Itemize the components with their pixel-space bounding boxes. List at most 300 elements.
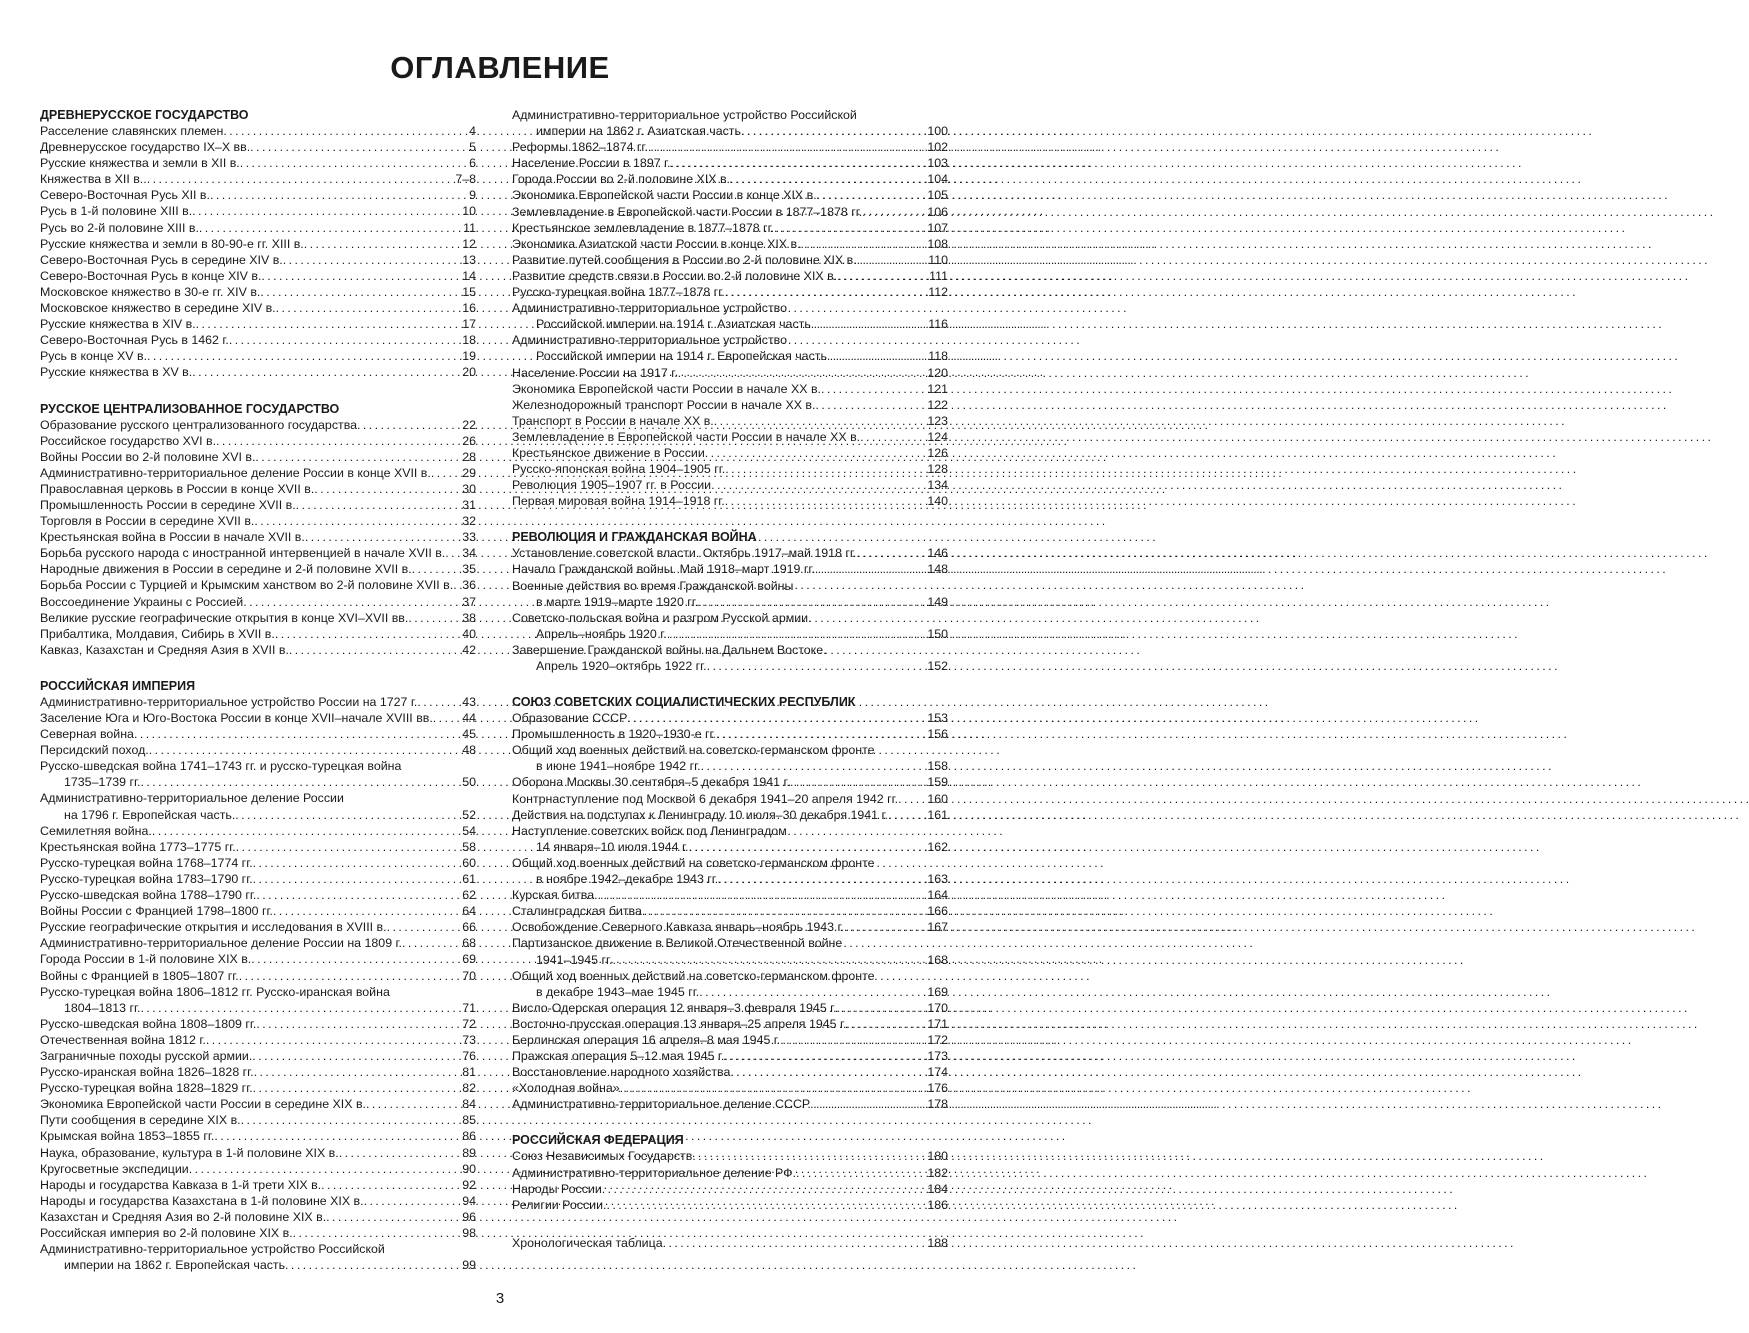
dot-leader <box>718 871 925 887</box>
toc-entry[interactable] <box>40 513 476 529</box>
toc-entry[interactable] <box>512 332 948 364</box>
toc-page-number: 50 <box>462 775 476 790</box>
toc-entry-line <box>512 220 948 236</box>
toc-entry[interactable] <box>40 449 476 465</box>
dot-leader <box>707 658 926 674</box>
toc-entry[interactable] <box>40 1209 476 1225</box>
toc-entry-text: Общий ход военных действий на советско-германском фронте <box>512 968 875 983</box>
toc-entry-text: Сталинградская битва <box>512 904 642 919</box>
toc-entry[interactable] <box>512 493 948 509</box>
toc-entry[interactable] <box>512 807 948 823</box>
toc-entry-text: Народы и государства Кавказа в 1-й трети XIX в. <box>40 1177 322 1192</box>
toc-entry-text: Русско-турецкая война 1828–1829 гг. <box>40 1081 253 1096</box>
toc-entry[interactable] <box>40 1032 476 1048</box>
toc-entry[interactable] <box>512 171 948 187</box>
toc-page-number: 58 <box>462 839 476 854</box>
toc-entry-text: Расселение славянских племен <box>40 124 224 138</box>
toc-entry[interactable] <box>512 1016 948 1032</box>
toc-entry[interactable] <box>40 123 476 139</box>
toc-entry-text: Реформы 1862–1874 гг. <box>512 140 648 155</box>
toc-page-number: 20 <box>462 365 476 380</box>
toc-entry-text: Землевладение в Европейской части России в начале XX в. <box>512 429 861 444</box>
dot-leader <box>606 1197 925 1213</box>
toc-entry-text: Административно-территориальное устройство <box>512 333 787 348</box>
toc-entry[interactable] <box>512 1080 948 1096</box>
toc-entry[interactable] <box>512 1096 948 1112</box>
toc-entry[interactable] <box>40 1080 476 1096</box>
toc-entry-text: Апрель 1920–октябрь 1922 гг. <box>536 659 707 673</box>
toc-entry[interactable] <box>40 1241 476 1273</box>
toc-entry-line <box>40 710 476 726</box>
toc-entry-line <box>40 1145 476 1161</box>
toc-page-number: 54 <box>462 823 476 838</box>
dot-leader <box>254 1064 461 1080</box>
toc-entry-text: в ноябре 1942–декабре 1943 гг. <box>536 872 719 887</box>
toc-entry-text: Экономика Европейской части России в середине XIX в. <box>40 1097 366 1112</box>
toc-entry[interactable] <box>512 642 948 674</box>
toc-entry-text: Восточно-прусская операция 13 января–25 апреля 1945 г. <box>512 1016 847 1031</box>
toc-entry-line <box>512 1064 948 1080</box>
dot-leader <box>255 449 460 465</box>
toc-entry-line <box>40 887 476 903</box>
toc-entry[interactable] <box>40 1225 476 1241</box>
toc-page-number: 102 <box>927 140 948 155</box>
toc-entry[interactable] <box>40 626 476 642</box>
dot-leader <box>741 123 925 139</box>
toc-page-number: 156 <box>927 727 948 742</box>
toc-entry[interactable] <box>40 694 476 710</box>
toc-entry-line <box>40 839 476 855</box>
toc-page-number: 161 <box>927 807 948 822</box>
toc-entry[interactable] <box>512 445 948 461</box>
dot-leader <box>796 1165 925 1181</box>
toc-entry[interactable] <box>40 300 476 316</box>
dot-leader <box>612 952 925 968</box>
toc-entry-line <box>40 919 476 935</box>
toc-entry-line <box>512 187 948 203</box>
toc-entry[interactable] <box>512 726 948 742</box>
toc-page-number: 107 <box>927 220 948 235</box>
toc-entry-text: Народы России <box>512 1181 602 1196</box>
toc-page-number: 122 <box>927 397 948 412</box>
dot-leader <box>716 726 925 742</box>
toc-entry[interactable] <box>40 610 476 626</box>
toc-entry[interactable] <box>512 710 948 726</box>
toc-entry-line <box>40 1128 476 1144</box>
toc-entry[interactable] <box>40 433 476 449</box>
toc-entry[interactable] <box>512 413 948 429</box>
toc-entry[interactable] <box>512 935 948 967</box>
toc-entry[interactable] <box>512 855 948 887</box>
toc-entry[interactable] <box>40 1128 476 1144</box>
toc-entry[interactable] <box>512 268 948 284</box>
toc-entry[interactable] <box>512 252 948 268</box>
toc-entry-line <box>40 951 476 967</box>
toc-entry-text: Административно-территориальное деление России <box>40 791 344 806</box>
toc-entry[interactable] <box>512 139 948 155</box>
toc-entry[interactable] <box>512 1048 948 1064</box>
toc-entry-line <box>512 413 948 429</box>
dot-leader <box>275 626 460 642</box>
toc-entry-line <box>40 610 476 626</box>
toc-entry[interactable] <box>40 871 476 887</box>
dot-leader <box>293 1225 461 1241</box>
toc-entry[interactable] <box>40 364 476 380</box>
toc-entry-text: Древнерусское государство IX–X вв. <box>40 140 251 155</box>
toc-entry-text: 1735–1739 гг. <box>64 775 141 790</box>
dot-leader <box>888 807 925 823</box>
toc-page-number: 152 <box>927 659 948 673</box>
toc-entry-text: Казахстан и Средняя Азия во 2-й половине XIX в. <box>40 1209 327 1224</box>
toc-entry[interactable] <box>40 545 476 561</box>
dot-leader <box>283 252 460 268</box>
toc-entry[interactable] <box>40 268 476 284</box>
dot-leader <box>688 839 925 855</box>
dot-leader <box>147 348 460 364</box>
toc-entry-text: Действия на подступах к Ленинграду 10 июля–30 декабря 1941 г. <box>512 807 888 822</box>
toc-entry[interactable] <box>512 742 948 774</box>
toc-entry-line <box>40 1257 476 1273</box>
toc-entry-text: в декабре 1943–мае 1945 гг. <box>536 984 700 999</box>
toc-entry-text: Войны с Францией в 1805–1807 гг. <box>40 968 239 983</box>
section-heading: РОССИЙСКАЯ ФЕДЕРАЦИЯ <box>512 1133 684 1148</box>
toc-entry-line <box>40 513 476 529</box>
toc-page-number: 82 <box>462 1081 476 1096</box>
toc-entry-line <box>512 626 948 642</box>
toc-entry[interactable] <box>40 155 476 171</box>
toc-entry[interactable] <box>40 903 476 919</box>
toc-entry-text: Московское княжество в середине XIV в. <box>40 301 276 316</box>
toc-entry[interactable] <box>40 710 476 726</box>
toc-page-number: 148 <box>927 562 948 577</box>
dot-leader <box>714 413 926 429</box>
toc-entry-text: Промышленность в 1920–1930-е гг. <box>512 727 716 742</box>
toc-entry-line <box>40 1032 476 1048</box>
toc-entry-text: Российской империи на 1914 г. Азиатская часть <box>536 317 811 332</box>
dot-leader <box>321 1177 460 1193</box>
toc-entry-line <box>40 1096 476 1112</box>
toc-page-number: 18 <box>462 333 476 348</box>
toc-entry[interactable] <box>512 220 948 236</box>
toc-page-number: 38 <box>462 610 476 625</box>
toc-entry[interactable] <box>512 1148 948 1164</box>
toc-entry[interactable] <box>40 1112 476 1128</box>
toc-entry[interactable] <box>40 951 476 967</box>
dot-leader <box>251 951 460 967</box>
toc-entry-line <box>40 348 476 364</box>
toc-entry-text: Русско-шведская война 1741–1743 гг. и русско-турецкая война <box>40 759 402 774</box>
toc-entry-line <box>40 417 476 433</box>
toc-page-number: 118 <box>928 349 948 364</box>
toc-entry-line <box>40 1048 476 1064</box>
toc-entry-line <box>512 594 948 610</box>
toc-entry-text: Административно-территориальное устройство Российской <box>512 108 857 122</box>
dot-leader <box>189 1161 461 1177</box>
toc-entry-text: Крымская война 1853–1855 гг. <box>40 1129 215 1144</box>
toc-entry-line <box>40 1112 476 1128</box>
toc-entry-line <box>40 642 476 658</box>
toc-entry[interactable] <box>40 758 476 790</box>
toc-entry[interactable] <box>512 919 948 935</box>
toc-entry-line <box>512 1148 948 1164</box>
toc-entry[interactable] <box>40 252 476 268</box>
toc-entry[interactable] <box>512 1032 948 1048</box>
toc-entry-text: Контрнаступление под Москвой 6 декабря 1941–20 апреля 1942 гг. <box>512 791 899 806</box>
toc-page-number: 10 <box>462 204 476 219</box>
dot-leader <box>417 694 460 710</box>
toc-entry[interactable] <box>40 1016 476 1032</box>
toc-entry[interactable] <box>40 1048 476 1064</box>
toc-entry-line <box>40 1225 476 1241</box>
toc-entry[interactable] <box>40 984 476 1016</box>
toc-entry-text: Княжества в XII в.. <box>40 172 147 187</box>
dot-leader <box>357 417 460 433</box>
toc-entry[interactable] <box>40 171 476 187</box>
dot-leader <box>241 1112 461 1128</box>
toc-page-number: 186 <box>927 1197 948 1212</box>
toc-entry[interactable] <box>40 465 476 481</box>
toc-entry-text: Экономика Европейской части России в начале XX в. <box>512 381 821 396</box>
toc-entry-line <box>40 1000 476 1016</box>
toc-entry-line <box>40 300 476 316</box>
toc-entry-line <box>40 497 476 513</box>
toc-entry-line <box>512 758 948 774</box>
toc-entry[interactable] <box>40 139 476 155</box>
toc-entry-line <box>512 155 948 171</box>
toc-entry[interactable] <box>40 417 476 433</box>
toc-entry-line <box>40 465 476 481</box>
toc-entry-text: в марте 1919–марте 1920 гг. <box>536 594 699 609</box>
toc-page-number: 182 <box>927 1165 948 1180</box>
toc-entry[interactable] <box>40 561 476 577</box>
toc-page-number: 42 <box>462 642 476 657</box>
toc-column-left <box>40 107 476 1273</box>
toc-entry[interactable] <box>40 529 476 545</box>
dot-leader <box>725 284 927 300</box>
toc-entry[interactable] <box>40 236 476 252</box>
toc-page-number: 33 <box>462 530 476 545</box>
toc-page-number: 32 <box>462 514 476 529</box>
dot-leader <box>223 123 467 139</box>
toc-column-right <box>512 107 948 1251</box>
toc-entry[interactable] <box>512 545 948 561</box>
toc-entry[interactable] <box>512 381 948 397</box>
toc-page-number: 164 <box>927 888 948 903</box>
toc-entry-text: Крестьянская война 1773–1775 гг. <box>40 839 236 854</box>
toc-entry[interactable] <box>40 348 476 364</box>
toc-entry[interactable] <box>512 236 948 252</box>
toc-page-number: 94 <box>462 1193 476 1208</box>
toc-entry[interactable] <box>40 1064 476 1080</box>
toc-entry-line <box>40 935 476 951</box>
toc-entry-line <box>40 529 476 545</box>
toc-entry-text: Кругосветные экспедиции <box>40 1161 189 1176</box>
toc-entry-line <box>512 477 948 493</box>
toc-page-number: 12 <box>462 236 476 251</box>
toc-entry[interactable] <box>40 790 476 822</box>
toc-entry[interactable] <box>512 1235 948 1251</box>
dot-leader <box>445 545 460 561</box>
toc-entry[interactable] <box>40 887 476 903</box>
toc-entry-text: Русь в конце XV в. <box>40 349 148 364</box>
toc-entry-line <box>40 220 476 236</box>
toc-page-number: 85 <box>462 1113 476 1128</box>
toc-entry[interactable] <box>512 823 948 855</box>
toc-entry-line <box>40 1016 476 1032</box>
toc-entry[interactable] <box>40 577 476 593</box>
toc-entry-text: Административно-территориальное деление России на 1809 г. <box>40 936 402 951</box>
toc-entry[interactable] <box>512 903 948 919</box>
toc-entry-text: Русь во 2-й половине XIII в. <box>40 220 199 235</box>
toc-entry-text: Административно-территориальное устройство России на 1727 г. <box>40 694 418 709</box>
toc-entry[interactable] <box>512 187 948 203</box>
dot-leader <box>725 461 925 477</box>
toc-page-number: 69 <box>462 952 476 967</box>
toc-entry-line <box>40 1161 476 1177</box>
toc-entry[interactable] <box>512 429 948 445</box>
toc-page-number: 163 <box>927 872 948 887</box>
toc-page-number: 92 <box>462 1177 476 1192</box>
dot-leader <box>304 236 460 252</box>
dot-leader <box>801 236 926 252</box>
toc-entry[interactable] <box>40 481 476 497</box>
toc-page-number: 116 <box>928 317 948 332</box>
toc-page-number: 28 <box>462 449 476 464</box>
toc-entry[interactable] <box>512 204 948 220</box>
toc-entry[interactable] <box>40 642 476 658</box>
dot-leader <box>326 1209 460 1225</box>
dot-leader <box>844 919 925 935</box>
toc-page-number: 169 <box>927 984 948 999</box>
toc-entry[interactable] <box>512 477 948 493</box>
toc-page-number: 30 <box>462 481 476 496</box>
toc-entry-text: Северо-Восточная Русь в середине XIV в. <box>40 252 283 267</box>
toc-entry[interactable] <box>40 187 476 203</box>
toc-page-number: 81 <box>462 1065 476 1080</box>
toc-entry[interactable] <box>40 1161 476 1177</box>
toc-entry-text: Российское государство XVI в. <box>40 433 217 448</box>
dot-leader <box>705 445 926 461</box>
toc-entry[interactable] <box>40 935 476 951</box>
toc-entry[interactable] <box>40 1145 476 1161</box>
dot-leader <box>692 1148 925 1164</box>
dot-leader <box>305 529 460 545</box>
toc-entry[interactable] <box>512 791 948 807</box>
toc-entry-line <box>512 774 948 790</box>
toc-page-number: 167 <box>927 920 948 935</box>
toc-page-number: 178 <box>927 1097 948 1112</box>
toc-entry-line <box>512 710 948 726</box>
toc-entry[interactable] <box>512 365 948 381</box>
toc-entry-text: Заселение Юга и Юго-Востока России в конце XVII–начале XVIII вв. <box>40 711 433 725</box>
toc-page-number: 7–8 <box>455 172 476 187</box>
dot-leader <box>667 626 926 642</box>
toc-entry-text: Транспорт в России в начале XX в. <box>512 413 714 428</box>
toc-page-number: 104 <box>927 172 948 187</box>
dot-leader <box>811 316 926 332</box>
toc-entry[interactable] <box>512 774 948 790</box>
toc-entry-text: Административно-территориальное устройство Российской <box>40 1242 385 1257</box>
toc-page-number: 121 <box>927 381 948 396</box>
toc-page-number: 22 <box>462 417 476 432</box>
toc-entry[interactable] <box>40 1193 476 1209</box>
toc-entry[interactable] <box>40 594 476 610</box>
dot-leader <box>730 171 925 187</box>
toc-entry[interactable] <box>512 561 948 577</box>
toc-entry[interactable] <box>512 1165 948 1181</box>
toc-entry-line <box>40 1080 476 1096</box>
toc-entry[interactable] <box>512 610 948 642</box>
dot-leader <box>648 139 925 155</box>
section-heading: РЕВОЛЮЦИЯ И ГРАЖДАНСКАЯ ВОЙНА <box>512 530 757 545</box>
toc-entry[interactable] <box>512 887 948 903</box>
toc-entry[interactable] <box>40 919 476 935</box>
dot-leader <box>774 220 925 236</box>
toc-entry-text: Землевладение в Европейской части России в 1877–1878 гг. <box>512 204 863 219</box>
toc-entry[interactable] <box>512 1000 948 1016</box>
toc-entry-text: Советско-польская война и разгром Русской армии. <box>512 610 812 625</box>
toc-entry-line <box>512 429 948 445</box>
toc-entry[interactable] <box>512 107 948 139</box>
dot-leader <box>724 1048 925 1064</box>
toc-entry[interactable] <box>40 316 476 332</box>
dot-leader <box>408 610 460 626</box>
toc-entry[interactable] <box>40 742 476 758</box>
toc-entry[interactable] <box>40 855 476 871</box>
toc-entry[interactable] <box>40 726 476 742</box>
toc-entry[interactable] <box>40 968 476 984</box>
toc-entry[interactable] <box>40 497 476 513</box>
toc-entry-line <box>512 903 948 919</box>
toc-page-number: 60 <box>462 855 476 870</box>
dot-leader <box>276 300 461 316</box>
toc-entry[interactable] <box>40 220 476 236</box>
toc-entry-line <box>40 252 476 268</box>
toc-entry-text: Российской империи на 1914 г. Европейская часть <box>536 349 827 364</box>
toc-entry-line <box>40 968 476 984</box>
toc-entry[interactable] <box>512 284 948 300</box>
toc-entry[interactable] <box>512 1197 948 1213</box>
toc-entry[interactable] <box>40 1096 476 1112</box>
toc-entry-line <box>40 332 476 348</box>
toc-page-number: 36 <box>462 578 476 593</box>
toc-entry-text: Религии России. <box>512 1197 607 1212</box>
toc-entry[interactable] <box>512 1064 948 1080</box>
toc-entry-text: Города России в 1-й половине XIX в. <box>40 952 252 967</box>
toc-page-number: 90 <box>462 1161 476 1176</box>
toc-entry-text: Административно-территориальное устройство <box>512 301 787 316</box>
toc-entry[interactable] <box>40 332 476 348</box>
toc-entry[interactable] <box>40 839 476 855</box>
toc-entry[interactable] <box>512 300 948 332</box>
toc-entry-text: Семилетняя война. <box>40 823 152 838</box>
toc-entry[interactable] <box>512 461 948 477</box>
toc-entry[interactable] <box>40 1177 476 1193</box>
dot-leader <box>725 493 926 509</box>
toc-entry[interactable] <box>40 203 476 219</box>
toc-entry[interactable] <box>512 578 948 610</box>
toc-entry[interactable] <box>512 155 948 171</box>
toc-entry[interactable] <box>512 968 948 1000</box>
toc-entry[interactable] <box>512 397 948 413</box>
dot-leader <box>678 365 926 381</box>
page-title: ОГЛАВЛЕНИЕ <box>390 50 610 85</box>
dot-leader <box>663 1235 926 1251</box>
toc-entry[interactable] <box>40 823 476 839</box>
toc-entry[interactable] <box>512 1181 948 1197</box>
toc-page-number: 4 <box>469 124 476 138</box>
toc-entry[interactable] <box>40 284 476 300</box>
